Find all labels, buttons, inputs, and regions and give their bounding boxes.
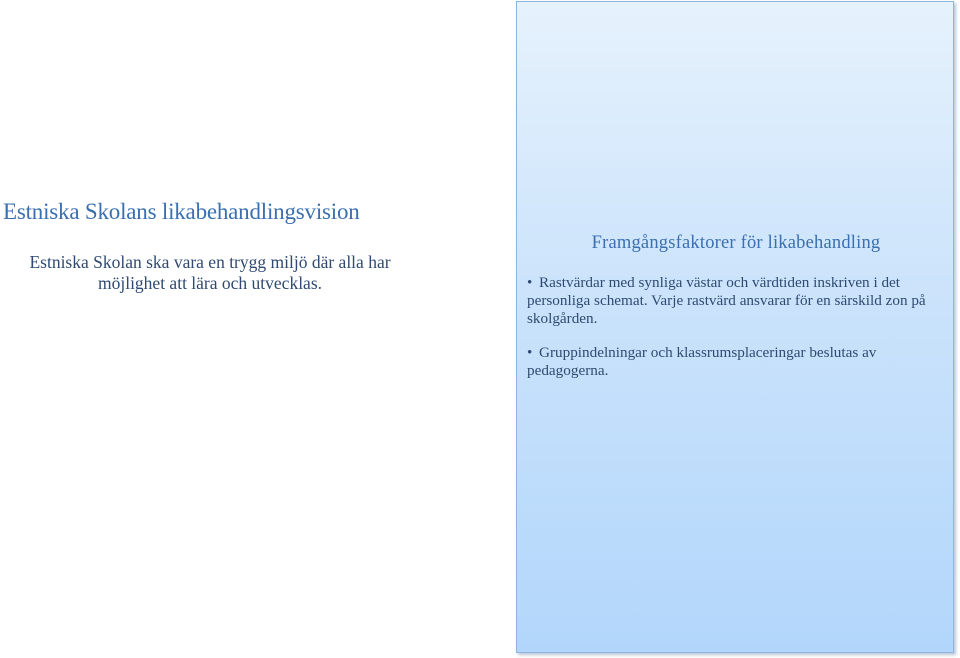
success-factors-list xyxy=(527,274,947,396)
success-factors-panel xyxy=(516,1,954,653)
list-item-text: Gruppindelningar och klassrumsplaceringar beslutas av pedagogerna. xyxy=(527,344,877,379)
vision-section xyxy=(0,198,420,294)
vision-title: Estniska Skolans likabehandlingsvision xyxy=(3,199,360,224)
vision-statement: Estniska Skolan ska vara en trygg miljö där alla har möjlighet att lära och utvecklas. xyxy=(29,252,391,293)
list-item xyxy=(527,344,947,380)
success-factors-title: Framgångsfaktorer för likabehandling xyxy=(591,233,881,253)
bullet-icon: • xyxy=(527,274,533,291)
list-item xyxy=(527,274,947,328)
bullet-icon: • xyxy=(527,344,533,361)
list-item-text: Rastvärdar med synliga västar och värdtiden inskriven i det personliga schemat. Varje rastvärd ansvarar för en särskild zon på skolgården. xyxy=(527,274,926,327)
